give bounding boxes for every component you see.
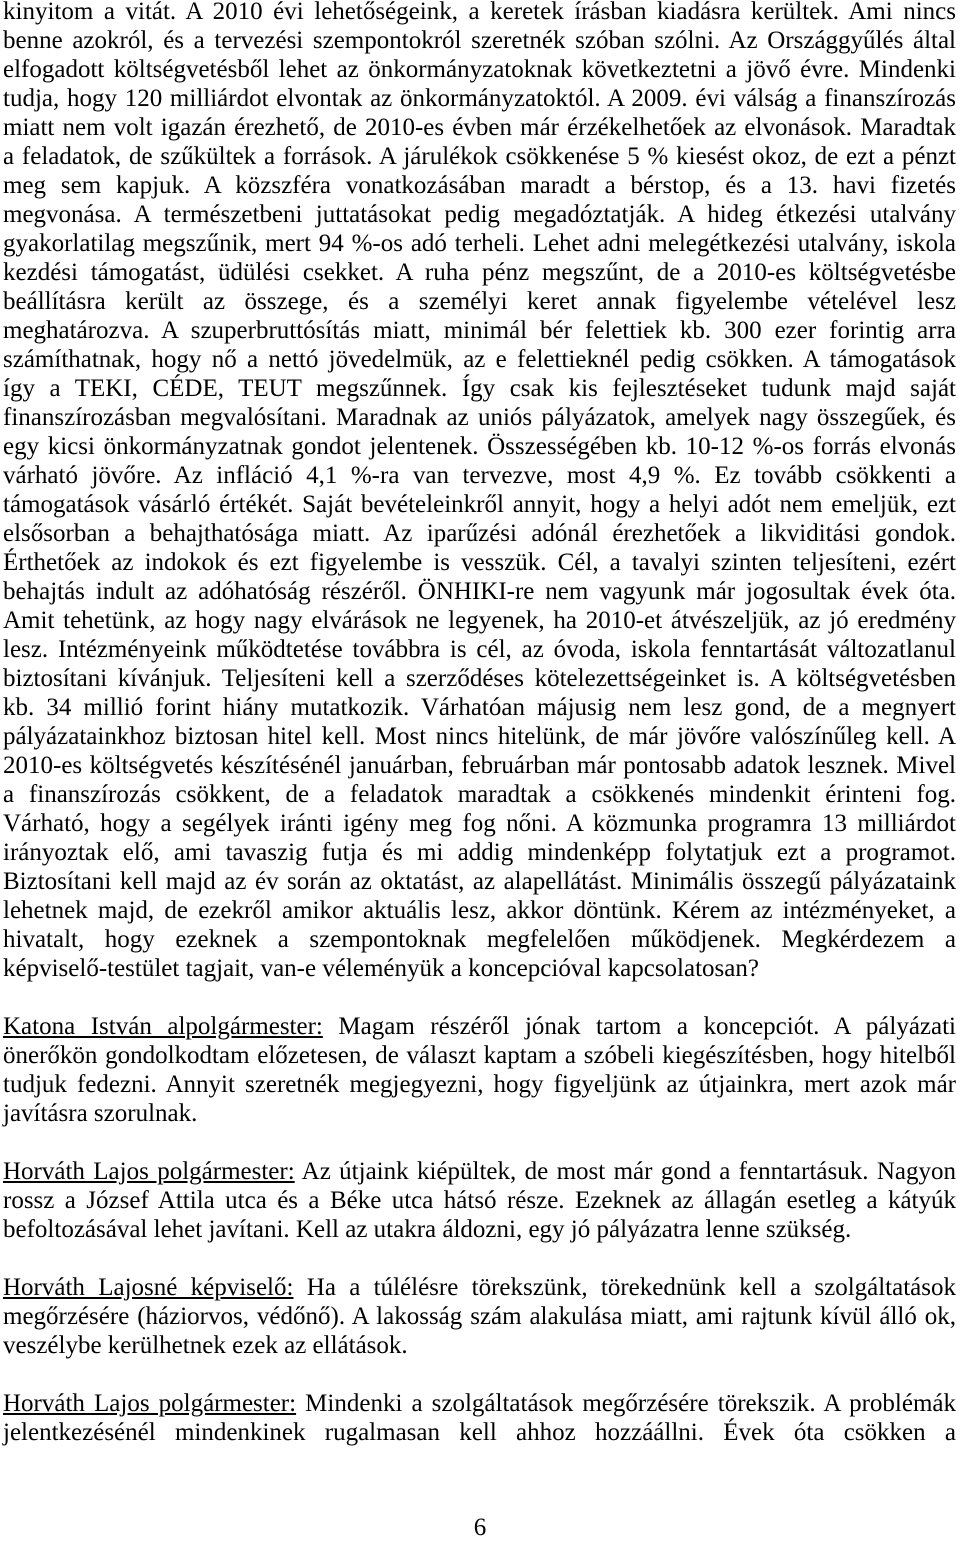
- statement-representative: [3, 1273, 956, 1360]
- text-line: támogatások vásárló értékét. Saját bevételeinkről annyit, hogy a helyi adót nem emeljük, ezt: [3, 491, 956, 518]
- statement-mayor-roads: [3, 1157, 956, 1244]
- text-line: irányoztak elő, ami tavaszig futja és mi addig mindenképp folytatjuk ezt a programot.: [3, 839, 956, 866]
- text-line: javításra szorulnak.: [3, 1100, 198, 1127]
- speech-text: Az útjaink kiépültek, de most már gond a fenntartásuk. Nagyon: [301, 1158, 956, 1185]
- text-line: veszélybe kerülhetnek ezek az ellátások.: [3, 1332, 408, 1359]
- text-line: biztosítani kívánjuk. Teljesíteni kell a szerződéses kötelezettségeinket is. A költségvetésben: [3, 665, 956, 692]
- speech-text: Magam részéről jónak tartom a koncepciót. A pályázati: [338, 1013, 956, 1040]
- text-line: képviselő-testület tagjait, van-e véleményük a koncepcióval kapcsolatosan?: [3, 955, 759, 982]
- text-line: megőrzésére (háziorvos, védőnő). A lakosság szám alakulása miatt, ami rajtunk kívül álló ok,: [3, 1303, 956, 1330]
- text-line: lehetnek majd, de ezekről amikor aktuális lesz, akkor döntünk. Kérem az intézményeket, a: [3, 897, 956, 924]
- text-line: finanszírozásban megvalósítani. Maradnak az uniós pályázatok, amelyek nagy összegűek, és: [3, 404, 956, 431]
- document-page: [3, 0, 956, 1447]
- text-line: tudja, hogy 120 milliárdot elvontak az önkormányzatoktól. A 2009. évi válság a finanszírozás: [3, 85, 956, 112]
- statement-deputy-mayor: [3, 1012, 956, 1128]
- text-line: miatt nem volt igazán érezhető, de 2010-es évben már érzékelhetőek az elvonások. Maradtak: [3, 114, 956, 141]
- text-line: megvonása. A természetbeni juttatásokat pedig megadóztatják. A hideg étkezési utalvány: [3, 201, 956, 228]
- text-line: Érthetőek az indokok és ezt figyelembe is vesszük. Cél, a tavalyi szinten teljesíteni, ezért: [3, 549, 956, 576]
- text-line: elfogadott költségvetésből lehet az önkormányzatoknak következtetni a jövő évre. Mindenki: [3, 56, 956, 83]
- statement-mayor-services: [3, 1389, 956, 1447]
- text-line: meghatározva. A szuperbruttósítás miatt, minimál bér felettiek kb. 300 ezer forintig arra: [3, 317, 956, 344]
- text-line: [3, 1273, 956, 1302]
- text-line: befoltozásával lehet javítani. Kell az utakra áldozni, egy jó pályázatra lenne szükség.: [3, 1216, 852, 1243]
- text-line: kinyitom a vitát. A 2010 évi lehetőségeink, a keretek írásban kiadásra kerültek. Ami nincs: [3, 0, 956, 25]
- text-line: [3, 1157, 956, 1186]
- text-line: gyakorlatilag megszűnik, mert 94 %-os adó terheli. Lehet adni melegétkezési utalvány, iskola: [3, 230, 956, 257]
- text-line: elsősorban a behajthatósága miatt. Az iparűzési adónál érezhetőek a likviditási gondok.: [3, 520, 956, 547]
- speaker-name: Horváth Lajos polgármester:: [3, 1158, 295, 1185]
- speech-text: Mindenki a szolgáltatások megőrzésére törekszik. A problémák: [305, 1390, 956, 1417]
- speaker-name: Horváth Lajos polgármester:: [3, 1390, 297, 1417]
- page-number: 6: [473, 1514, 487, 1541]
- text-line: benne azokról, és a tervezési szempontokról szeretnék szóban szólni. Az Országgyűlés által: [3, 27, 956, 54]
- speaker-name: Horváth Lajosné képviselő:: [3, 1274, 294, 1301]
- text-line: hivatalt, hogy ezeknek a szempontoknak megfelelően működjenek. Megkérdezem a: [3, 926, 956, 953]
- text-line: lesz. Intézményeink működtetése továbbra is cél, az óvoda, iskola fenntartását változatlanul: [3, 636, 956, 663]
- text-line: számíthatnak, hogy nő a nettó jövedelmük, az e felettieknél pedig csökken. A támogatások: [3, 346, 956, 373]
- speech-text: Ha a túlélésre törekszünk, törekednünk kell a szolgáltatások: [306, 1274, 956, 1301]
- text-line: a finanszírozás csökkent, de a feladatok maradtak a csökkenés mindenkit érinteni fog.: [3, 781, 956, 808]
- text-line: beállításra került az összege, és a személyi keret annak figyelembe vételével lesz: [3, 288, 956, 315]
- text-line: önerőkön gondolkodtam előzetesen, de választ kaptam a szóbeli kiegészítésben, hogy hitelből: [3, 1042, 956, 1069]
- text-line: egy kicsi önkormányzatnak gondot jelentenek. Összességében kb. 10-12 %-os forrás elvonás: [3, 433, 956, 460]
- speaker-name: Katona István alpolgármester:: [3, 1013, 323, 1040]
- text-line: [3, 1389, 956, 1418]
- text-line: tudjuk fedezni. Annyit szeretnék megjegyezni, hogy figyeljünk az útjainkra, mert azok már: [3, 1071, 956, 1098]
- text-line: várható jövőre. Az infláció 4,1 %-ra van tervezve, most 4,9 %. Ez tovább csökkenti a: [3, 462, 956, 489]
- text-line: kezdési támogatást, üdülési csekket. A ruha pénz megszűnt, de a 2010-es költségvetésbe: [3, 259, 956, 286]
- text-line: így a TEKI, CÉDE, TEUT megszűnnek. Így csak kis fejlesztéseket tudunk majd saját: [3, 375, 956, 402]
- text-line: a feladatok, de szűkültek a források. A járulékok csökkenése 5 % kiesést okoz, de ezt a pénzt: [3, 143, 956, 170]
- text-line: rossz a József Attila utca és a Béke utca hátsó része. Ezeknek az állagán esetleg a kátyúk: [3, 1187, 956, 1214]
- text-line: [3, 1012, 956, 1041]
- text-line: kb. 34 millió forint hiány mutatkozik. Várhatóan májusig nem lesz gond, de a megnyert: [3, 694, 956, 721]
- text-line: Amit tehetünk, az hogy nagy elvárások ne legyenek, ha 2010-et átvészeljük, az jó eredmény: [3, 607, 956, 634]
- paragraph-mayor-budget-speech: [3, 0, 956, 983]
- text-line: meg sem kapjuk. A közszféra vonatkozásában maradt a bérstop, és a 13. havi fizetés: [3, 172, 956, 199]
- text-line: Biztosítani kell majd az év során az oktatást, az alapellátást. Minimális összegű pályázataink: [3, 868, 956, 895]
- text-line: Várható, hogy a segélyek iránti igény meg fog nőni. A közmunka programra 13 milliárdot: [3, 810, 956, 837]
- text-line: pályázatainkhoz biztosan hitel kell. Most nincs hitelünk, de már jövőre valószínűleg kell. A: [3, 723, 956, 750]
- text-line: jelentkezésénél mindenkinek rugalmasan kell ahhoz hozzáállni. Évek óta csökken a: [3, 1419, 956, 1446]
- text-line: 2010-es költségvetés készítésénél januárban, februárban már pontosabb adatok lesznek. Mivel: [3, 752, 956, 779]
- text-line: behajtás indult az adóhatóság részéről. ÖNHIKI-re nem vagyunk már jogosultak évek óta.: [3, 578, 956, 605]
